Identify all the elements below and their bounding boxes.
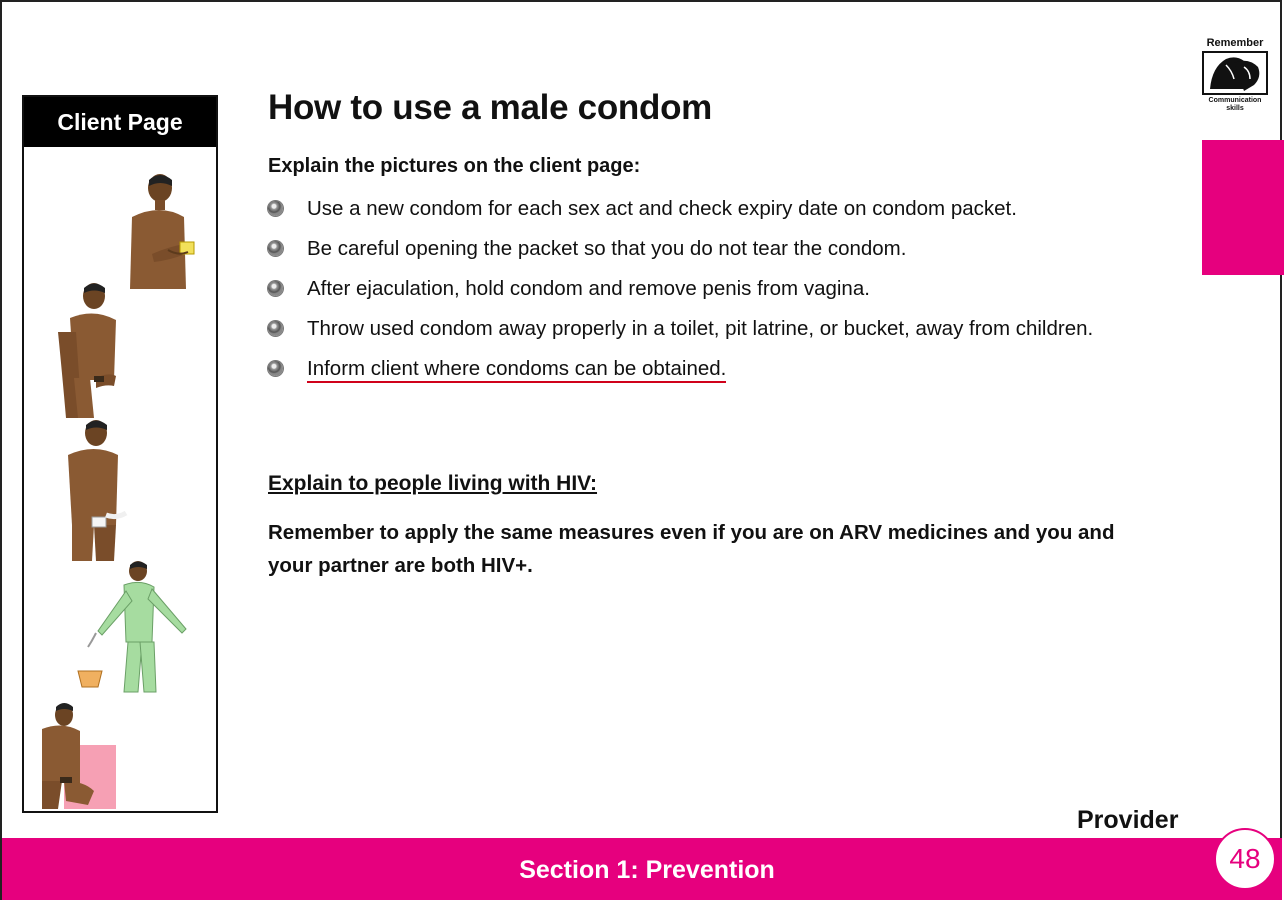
list-item (268, 235, 1148, 262)
man-putting-on-condom-illustration (50, 282, 130, 422)
list-item (268, 195, 1148, 222)
hiv-text: Remember to apply the same measures even if you are on ARV medicines and you and your partner are both HIV+. (268, 521, 1115, 577)
man-disposing-condom-illustration (74, 559, 194, 694)
bullet-icon (268, 321, 283, 336)
list-item-text-highlighted: Inform client where condoms can be obtained. (307, 357, 726, 383)
remember-sub-label: Communication skills (1208, 97, 1262, 112)
list-item-text: After ejaculation, hold condom and remove penis from vagina. (307, 277, 870, 300)
instruction-list (268, 195, 1148, 395)
bullet-icon (268, 361, 283, 376)
section-tab (1202, 140, 1284, 275)
list-item-text: Throw used condom away properly in a toilet, pit latrine, or bucket, away from children. (307, 317, 1094, 340)
hiv-heading: Explain to people living with HIV: (268, 472, 598, 495)
list-item (268, 275, 1148, 302)
instruction-heading: Explain the pictures on the client page: (268, 155, 641, 177)
list-item-text: Be careful opening the packet so that you do not tear the condom. (307, 237, 907, 260)
page-number: 48 (1214, 828, 1276, 890)
man-holding-condom-illustration (54, 419, 134, 564)
list-item (268, 355, 1148, 382)
section-title: Section 1: Prevention (519, 856, 775, 884)
bullet-icon (268, 241, 283, 256)
list-item (268, 315, 1148, 342)
remember-communication-skills-badge (1199, 37, 1271, 113)
provider-label: Provider (1077, 806, 1179, 834)
footer-bar (2, 838, 1282, 900)
page-title: How to use a male condom (268, 88, 712, 127)
client-page-header: Client Page (24, 97, 216, 147)
man-removing-condom-illustration (38, 701, 128, 813)
list-item-text: Use a new condom for each sex act and check expiry date on condom packet. (307, 197, 1017, 220)
bullet-icon (268, 281, 283, 296)
bullet-icon (268, 201, 283, 216)
remember-label: Remember (1206, 37, 1264, 49)
communication-skills-icon (1202, 51, 1268, 95)
client-page-panel (22, 95, 218, 813)
man-opening-packet-illustration (112, 172, 202, 292)
